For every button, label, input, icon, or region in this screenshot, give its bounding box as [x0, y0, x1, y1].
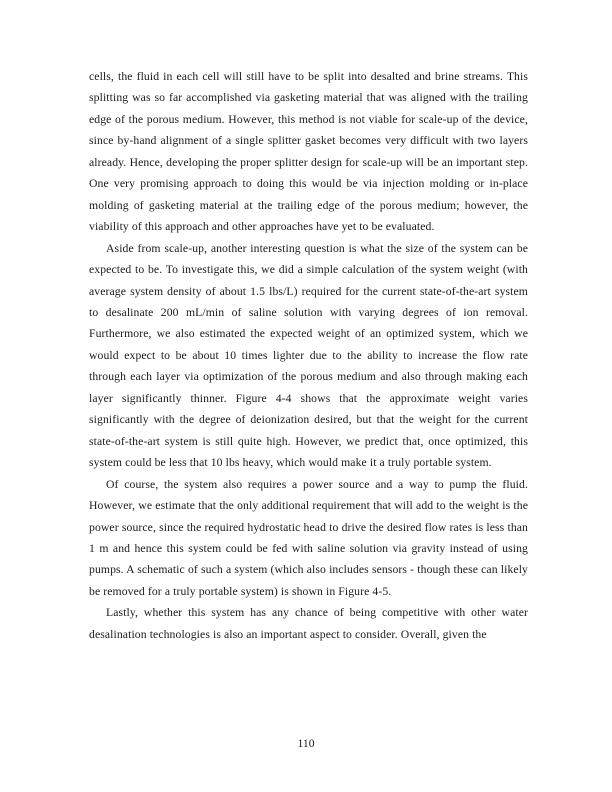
paragraph: Lastly, whether this system has any chance of being competitive with other water desalination technologies is also an important aspect to consider. Overall, given the	[89, 606, 528, 641]
page-number: 110	[297, 737, 315, 750]
paragraph-continuation: cells, the fluid in each cell will still have to be split into desalted and brine streams. This splitting was so far accomplished via gasketing material that was aligned with the trailing edge of the porous medium. However, this method is not viable for scale-up of the device, since by-hand alignment of a single splitter gasket becomes very difficult with two layers already. Hence, developing the proper splitter design for scale-up will be an important step. One very promising approach to doing this would be via injection molding or in-place molding of gasketing material at the trailing edge of the porous medium; however, the viability of this approach and other approaches have yet to be evaluated.	[89, 70, 528, 234]
paragraph: Of course, the system also requires a power source and a way to pump the fluid. However, we estimate that the only additional requirement that will add to the weight is the power source, since the required hydrostatic head to drive the desired flow rates is less than 1 m and hence this system could be fed with saline solution via gravity instead of using pumps. A schematic of such a system (which also includes sensors - though these can likely be removed for a truly portable system) is shown in Figure 4-5.	[89, 477, 528, 598]
paragraph: Aside from scale-up, another interesting question is what the size of the system can be expected to be. To investigate this, we did a simple calculation of the system weight (with average system density of about 1.5 lbs/L) required for the current state-of-the-art system to desalinate 200 mL/min of saline solution with varying degrees of ion removal. Furthermore, we also estimated the expected weight of an optimized system, which we would expect to be about 10 times lighter due to the ability to increase the flow rate through each layer via optimization of the porous medium and also through making each layer significantly thinner. Figure 4-4 shows that the approximate weight varies significantly with the degree of deionization desired, but that the weight for the current state-of-the-art system is still quite high. However, we predict that, once optimized, this system could be less that 10 lbs heavy, which would make it a truly portable system.	[89, 241, 528, 470]
body-text	[89, 66, 528, 645]
